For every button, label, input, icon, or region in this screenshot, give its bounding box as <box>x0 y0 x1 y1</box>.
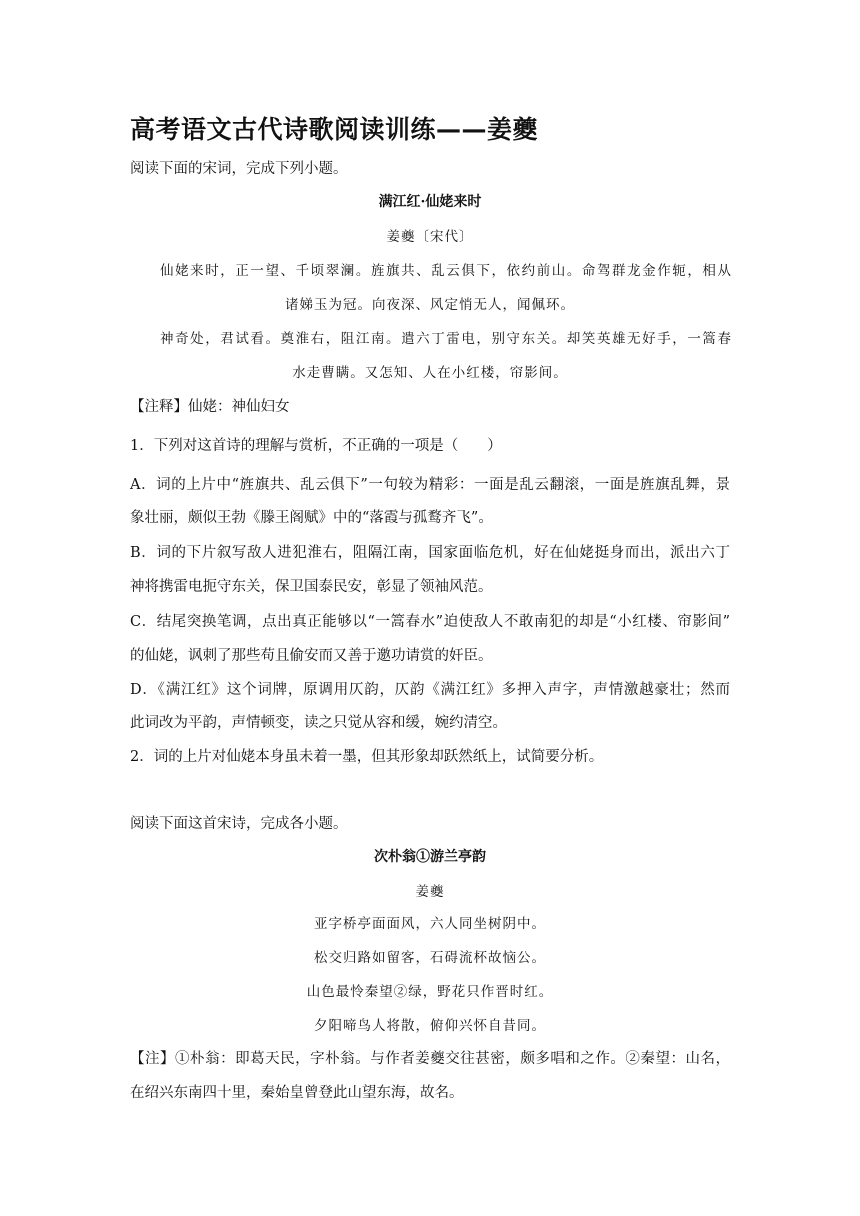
poem1-title: 满江红·仙姥来时 <box>378 194 482 210</box>
section2-intro: 阅读下面这首宋诗，完成各小题。 <box>130 816 348 832</box>
question-2: 2．词的上片对仙姥本身虽未着一墨，但其形象却跃然纸上，试简要分析。 <box>130 749 604 765</box>
poem2-title: 次朴翁①游兰亭韵 <box>374 849 486 865</box>
section1-intro: 阅读下面的宋词，完成下列小题。 <box>130 161 348 177</box>
option-c-cont: 的仙姥，讽刺了那些苟且偷安而又善于邀功请赏的奸臣。 <box>130 648 493 664</box>
poem2-note-cont: 在绍兴东南四十里，秦始皇曾登此山望东海，故名。 <box>130 1085 464 1101</box>
option-d: D．《满江红》这个词牌，原调用仄韵，仄韵《满江红》多押入声字，声情激越豪壮；然而 <box>130 682 730 698</box>
poem1-author: 姜夔〔宋代〕 <box>386 229 474 245</box>
poem1-line: 水走曹瞒。又怎知、人在小红楼，帘影间。 <box>292 365 568 381</box>
poem2-line: 夕阳啼鸟人将散，俯仰兴怀自昔同。 <box>314 1018 546 1034</box>
poem1-line: 仙姥来时，正一望、千顷翠澜。旌旗共、乱云俱下，依约前山。命驾群龙金作轭，相从 <box>160 263 732 279</box>
poem1-note: 【注释】仙姥：神仙妇女 <box>130 399 290 415</box>
option-a: A．词的上片中“旌旗共、乱云俱下”一句较为精彩：一面是乱云翻滚，一面是旌旗乱舞，景 <box>130 477 730 493</box>
question-1: 1．下列对这首诗的理解与赏析，不正确的一项是（ ） <box>130 438 502 454</box>
option-b-cont: 神将携雷电扼守东关，保卫国泰民安，彰显了领袖风范。 <box>130 579 493 595</box>
poem2-line: 亚字桥亭面面风，六人同坐树阴中。 <box>314 916 546 932</box>
poem2-author: 姜夔 <box>415 884 445 900</box>
option-b: B．词的下片叙写敌人进犯淮右，阻隔江南，国家面临危机，好在仙姥挺身而出，派出六丁 <box>130 545 730 561</box>
poem2-line: 山色最怜秦望②绿，野花只作晋时红。 <box>306 984 554 1000</box>
option-d-cont: 此词改为平韵，声情顿变，读之只觉从容和缓，婉约清空。 <box>130 715 507 731</box>
poem1-line: 神奇处，君试看。奠淮右，阻江南。遣六丁雷电，别守东关。却笑英雄无好手，一篙春 <box>160 331 732 347</box>
page-title: 高考语文古代诗歌阅读训练——姜夔 <box>130 115 539 144</box>
option-a-cont: 象壮丽，颇似王勃《滕王阁赋》中的“落霞与孤鹜齐飞”。 <box>130 510 493 526</box>
option-c: C．结尾突换笔调，点出真正能够以“一篙春水”迫使敌人不敢南犯的却是“小红楼、帘影间” <box>130 614 730 630</box>
poem2-note: 【注】①朴翁：即葛天民，字朴翁。与作者姜夔交往甚密，颇多唱和之作。②秦望：山名， <box>130 1051 730 1067</box>
poem1-line: 诸娣玉为冠。向夜深、风定悄无人，闻佩环。 <box>285 297 575 313</box>
poem2-line: 松交归路如留客，石碍流杯故恼公。 <box>314 950 546 966</box>
